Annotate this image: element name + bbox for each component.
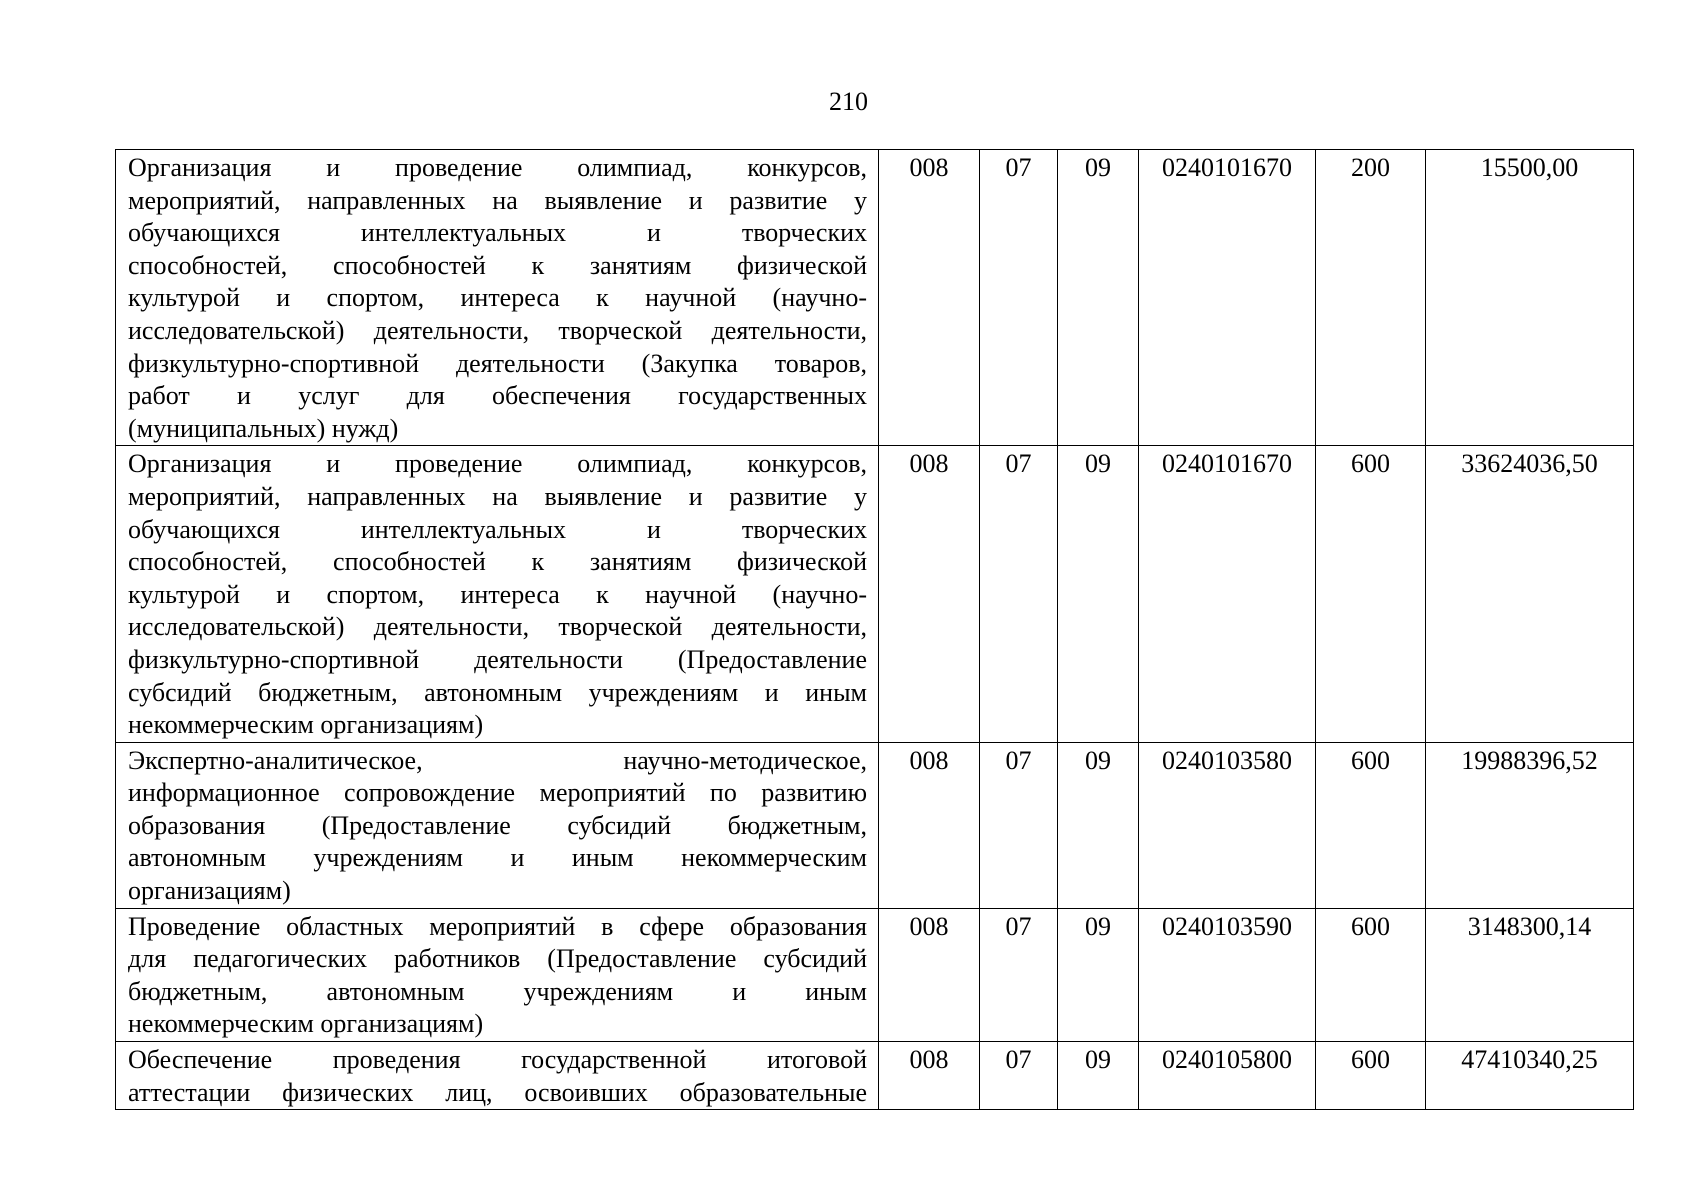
- description-line: некоммерческим организациям): [128, 1009, 484, 1039]
- description-line: обучающихся интеллектуальных и творческих: [128, 218, 867, 248]
- table-row: [116, 150, 1634, 446]
- description-line: обучающихся интеллектуальных и творческих: [128, 514, 867, 544]
- ministry-code: 008: [879, 908, 980, 1041]
- expense-description: [116, 1042, 879, 1110]
- target-article-code: 0240103580: [1139, 742, 1316, 908]
- table-row: [116, 446, 1634, 742]
- section-code: 07: [980, 446, 1058, 742]
- description-line: информационное сопровождение мероприятий по развитию: [128, 778, 867, 808]
- target-article-code: 0240101670: [1139, 150, 1316, 446]
- description-line: исследовательской) деятельности, творческой деятельности,: [128, 315, 867, 345]
- description-line: Организация и проведение олимпиад, конкурсов,: [128, 153, 867, 182]
- description-line: физкультурно-спортивной деятельности (Предоставление: [128, 644, 867, 674]
- subsection-code: 09: [1058, 446, 1139, 742]
- target-article-code: 0240103590: [1139, 908, 1316, 1041]
- target-article-code: 0240101670: [1139, 446, 1316, 742]
- description-line: (муниципальных) нужд): [128, 413, 399, 443]
- amount: 3148300,14: [1426, 908, 1634, 1041]
- description-line: образования (Предоставление субсидий бюджетным,: [128, 810, 867, 840]
- target-article-code: 0240105800: [1139, 1042, 1316, 1110]
- description-line: мероприятий, направленных на выявление и развитие у: [128, 185, 867, 215]
- table-row: [116, 908, 1634, 1041]
- description-line: физкультурно-спортивной деятельности (Закупка товаров,: [128, 348, 867, 378]
- table-row: [116, 742, 1634, 908]
- description-line: культурой и спортом, интереса к научной (научно-: [128, 579, 867, 609]
- section-code: 07: [980, 1042, 1058, 1110]
- description-line: способностей, способностей к занятиям физической: [128, 250, 867, 280]
- description-line: Экспертно-аналитическое, научно-методическое,: [128, 745, 867, 775]
- description-line: Обеспечение проведения государственной итоговой: [128, 1045, 867, 1075]
- subsection-code: 09: [1058, 1042, 1139, 1110]
- expense-type-code: 600: [1316, 908, 1426, 1041]
- expense-description: [116, 908, 879, 1041]
- description-line: организациям): [128, 876, 291, 906]
- section-code: 07: [980, 742, 1058, 908]
- section-code: 07: [980, 908, 1058, 1041]
- subsection-code: 09: [1058, 150, 1139, 446]
- description-line: Проведение областных мероприятий в сфере образования: [128, 911, 867, 941]
- expense-type-code: 600: [1316, 1042, 1426, 1110]
- expense-type-code: 600: [1316, 446, 1426, 742]
- description-line: субсидий бюджетным, автономным учреждениям и иным: [128, 677, 867, 707]
- description-line: культурой и спортом, интереса к научной (научно-: [128, 283, 867, 313]
- ministry-code: 008: [879, 1042, 980, 1110]
- description-line: Организация и проведение олимпиад, конкурсов,: [128, 449, 867, 479]
- description-line: аттестации физических лиц, освоивших образовательные: [128, 1077, 867, 1107]
- description-line: исследовательской) деятельности, творческой деятельности,: [128, 612, 867, 642]
- section-code: 07: [980, 150, 1058, 446]
- description-line: некоммерческим организациям): [128, 710, 484, 740]
- expense-description: [116, 446, 879, 742]
- expense-type-code: 200: [1316, 150, 1426, 446]
- amount: 47410340,25: [1426, 1042, 1634, 1110]
- description-line: бюджетным, автономным учреждениям и иным: [128, 976, 867, 1006]
- description-line: мероприятий, направленных на выявление и развитие у: [128, 481, 867, 511]
- expense-type-code: 600: [1316, 742, 1426, 908]
- subsection-code: 09: [1058, 742, 1139, 908]
- subsection-code: 09: [1058, 908, 1139, 1041]
- description-line: для педагогических работников (Предоставление субсидий: [128, 944, 867, 974]
- amount: 19988396,52: [1426, 742, 1634, 908]
- ministry-code: 008: [879, 150, 980, 446]
- amount: 33624036,50: [1426, 446, 1634, 742]
- page-number: 210: [829, 87, 868, 116]
- table-row: [116, 1042, 1634, 1110]
- ministry-code: 008: [879, 446, 980, 742]
- expense-description: [116, 742, 879, 908]
- ministry-code: 008: [879, 742, 980, 908]
- description-line: работ и услуг для обеспечения государственных: [128, 381, 867, 411]
- amount: 15500,00: [1426, 150, 1634, 446]
- description-line: автономным учреждениям и иным некоммерческим: [128, 843, 867, 873]
- expense-description: [116, 150, 879, 446]
- description-line: способностей, способностей к занятиям физической: [128, 547, 867, 577]
- budget-table: [115, 149, 1634, 1110]
